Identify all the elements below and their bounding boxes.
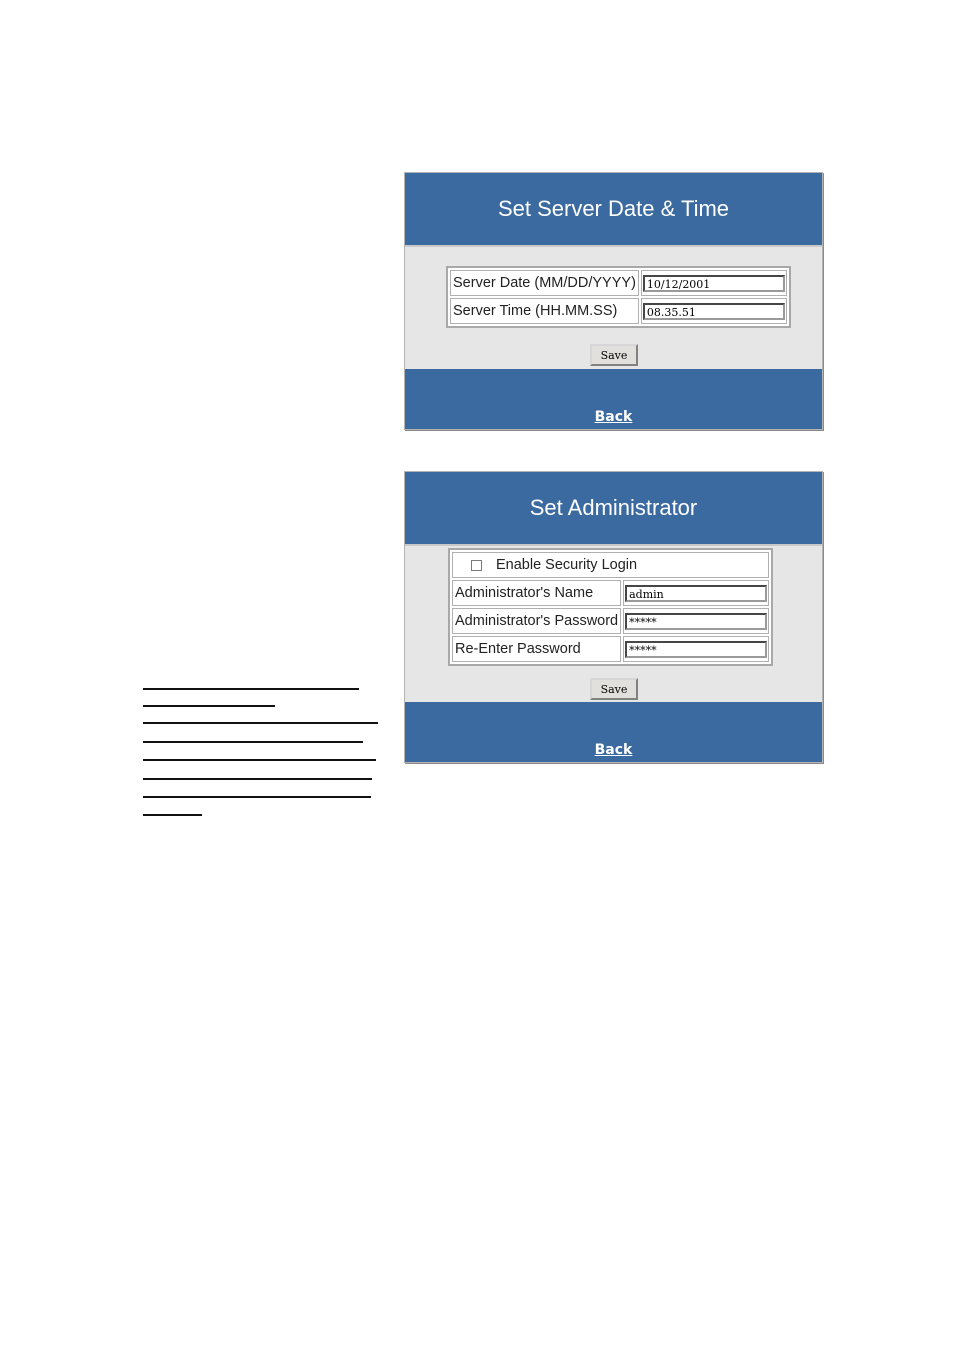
admin-name-label: Administrator's Name xyxy=(452,580,621,606)
administrator-panel-footer xyxy=(405,702,822,762)
rule-line xyxy=(143,814,202,816)
back-link[interactable]: Back xyxy=(594,742,633,758)
date-time-panel xyxy=(404,172,823,430)
date-time-form xyxy=(446,266,791,328)
enable-security-row xyxy=(452,552,769,578)
admin-password-row xyxy=(452,608,769,634)
administrator-panel xyxy=(404,471,823,763)
reenter-password-input[interactable]: ***** xyxy=(625,641,767,658)
save-button[interactable]: Save xyxy=(590,678,638,700)
admin-name-input[interactable]: admin xyxy=(625,585,767,602)
administrator-panel-header xyxy=(405,472,822,546)
server-date-input[interactable]: 10/12/2001 xyxy=(643,275,785,292)
enable-security-label: Enable Security Login xyxy=(496,557,638,573)
date-time-panel-title: Set Server Date & Time xyxy=(497,196,730,221)
server-time-label: Server Time (HH.MM.SS) xyxy=(450,298,639,324)
server-date-label: Server Date (MM/DD/YYYY) xyxy=(450,270,639,296)
admin-name-row xyxy=(452,580,769,606)
admin-password-label: Administrator's Password xyxy=(452,608,621,634)
rule-line xyxy=(143,796,371,798)
rule-line xyxy=(143,741,363,743)
enable-security-checkbox[interactable] xyxy=(471,560,482,571)
administrator-form xyxy=(448,548,773,666)
admin-password-input[interactable]: ***** xyxy=(625,613,767,630)
administrator-panel-title: Set Administrator xyxy=(529,495,698,520)
server-time-input[interactable]: 08.35.51 xyxy=(643,303,785,320)
back-link[interactable]: Back xyxy=(594,409,633,425)
save-button[interactable]: Save xyxy=(590,344,638,366)
reenter-password-row xyxy=(452,636,769,662)
reenter-password-label: Re-Enter Password xyxy=(452,636,621,662)
rule-line xyxy=(143,722,378,724)
date-time-panel-header xyxy=(405,173,822,247)
server-date-row xyxy=(450,270,787,296)
rule-line xyxy=(143,778,372,780)
rule-line xyxy=(143,688,359,690)
administrator-panel-body xyxy=(405,546,822,702)
rule-line xyxy=(143,705,275,707)
server-time-row xyxy=(450,298,787,324)
date-time-panel-body xyxy=(405,247,822,369)
date-time-panel-footer xyxy=(405,369,822,429)
rule-line xyxy=(143,759,376,761)
